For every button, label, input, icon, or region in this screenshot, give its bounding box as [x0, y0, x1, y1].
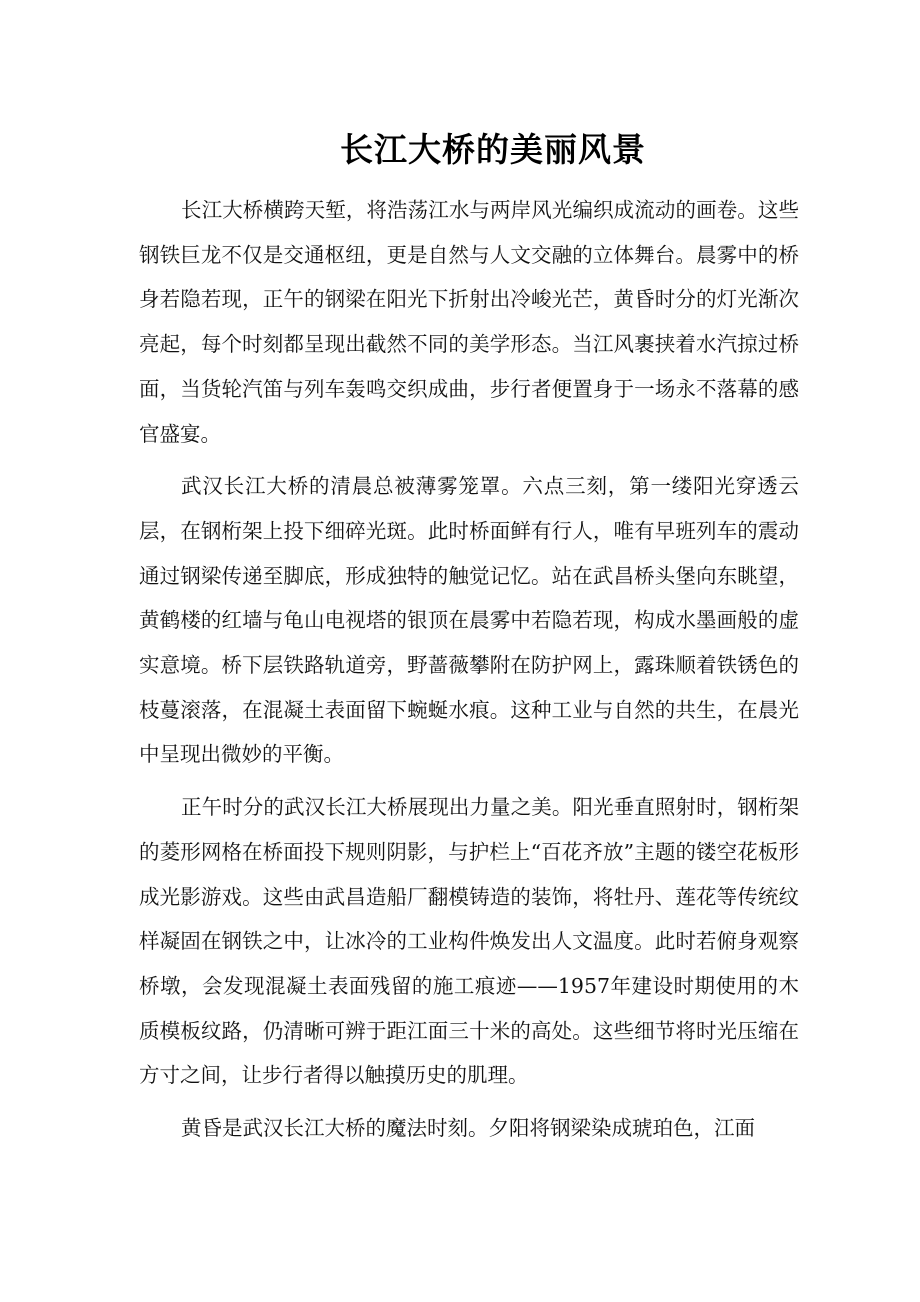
document-title: 长江大桥的美丽风景: [340, 130, 646, 169]
paragraph-1: 长江大桥横跨天堑，将浩荡江水与两岸风光编织成流动的画卷。这些钢铁巨龙不仅是交通枢纽，更是自然与人文交融的立体舞台。晨雾中的桥身若隐若现，正午的钢梁在阳光下折射出冷峻光芒，黄昏时分的灯光渐次亮起，每个时刻都呈现出截然不同的美学形态。当江风裹挟着水汽掠过桥面，当货轮汽笛与列车轰鸣交织成曲，步行者便置身于一场永不落幕的感官盛宴。: [139, 198, 799, 446]
document-body: [139, 188, 799, 1159]
paragraph-3: 正午时分的武汉长江大桥展现出力量之美。阳光垂直照射时，钢桁架的菱形网格在桥面投下规则阴影，与护栏上“百花齐放”主题的镂空花板形成光影游戏。这些由武昌造船厂翻模铸造的装饰，将牡丹、莲花等传统纹样凝固在钢铁之中，让冰冷的工业构件焕发出人文温度。此时若俯身观察桥墩，会发现混凝土表面残留的施工痕迹——1957年建设时期使用的木质模板纹路，仍清晰可辨于距江面三十米的高处。这些细节将时光压缩在方寸之间，让步行者得以触摸历史的肌理。: [139, 795, 799, 1088]
paragraph-4: 黄昏是武汉长江大桥的魔法时刻。夕阳将钢梁染成琥珀色，江面: [181, 1116, 755, 1141]
paragraph-2: 武汉长江大桥的清晨总被薄雾笼罩。六点三刻，第一缕阳光穿透云层，在钢桁架上投下细碎光斑。此时桥面鲜有行人，唯有早班列车的震动通过钢梁传递至脚底，形成独特的触觉记忆。站在武昌桥头堡向东眺望，黄鹤楼的红墙与龟山电视塔的银顶在晨雾中若隐若现，构成水墨画般的虚实意境。桥下层铁路轨道旁，野蔷薇攀附在防护网上，露珠顺着铁锈色的枝蔓滚落，在混凝土表面留下蜿蜒水痕。这种工业与自然的共生，在晨光中呈现出微妙的平衡。: [139, 474, 799, 767]
